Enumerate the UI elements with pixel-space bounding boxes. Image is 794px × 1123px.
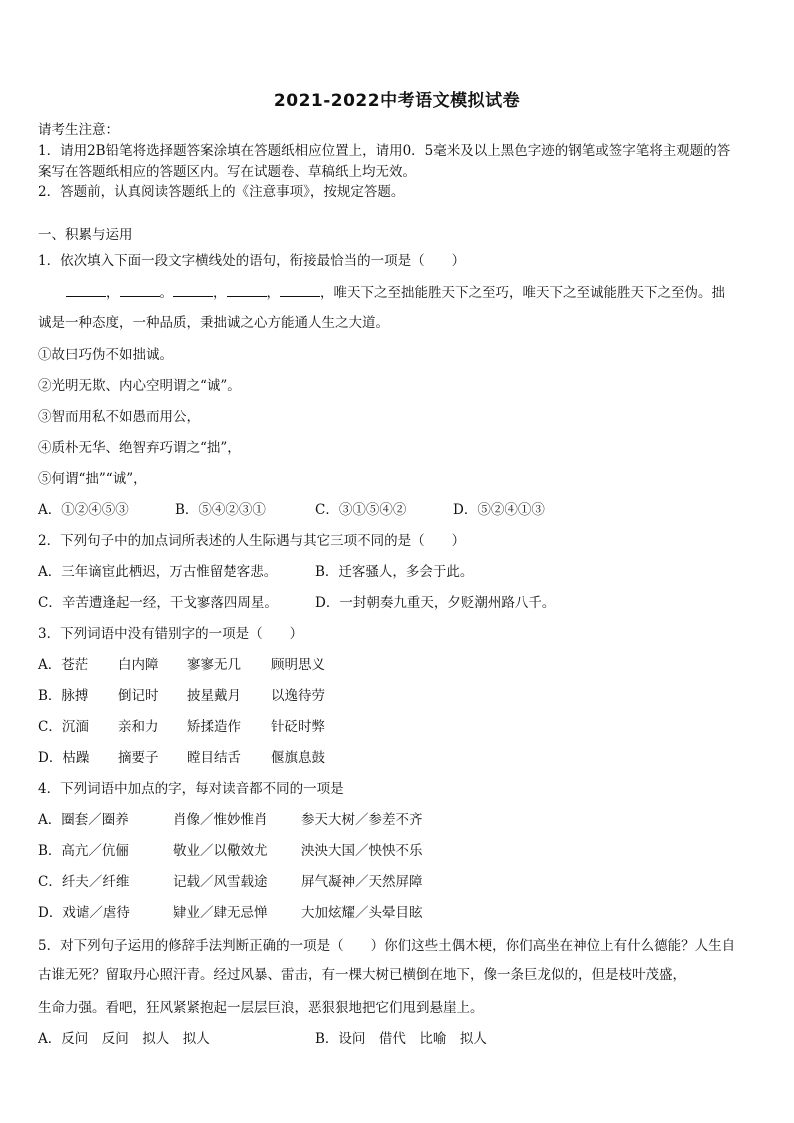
q3-word: 针砭时弊: [271, 719, 325, 735]
q1-blank: [66, 284, 106, 297]
q1-blank: [280, 284, 320, 297]
q3-word: A．苍茫: [38, 657, 89, 673]
q1-item: ①故曰巧伪不如拙诚。: [38, 347, 173, 363]
q3-word: 摘要子: [118, 750, 159, 766]
q4-word: 屏气凝神／天然屏障: [301, 874, 423, 890]
q3-word: 瞠目结舌: [187, 750, 241, 766]
q2-stem: 2．下列句子中的加点词所表述的人生际遇与其它三项不同的是（ ）: [38, 533, 466, 549]
q4-word: 肖像／惟妙惟肖: [173, 812, 268, 828]
q1-item: ④质朴无华、绝智弃巧谓之“拙”，: [38, 440, 241, 456]
q1-blank: [227, 284, 267, 297]
q3-word: 矫揉造作: [187, 719, 241, 735]
q3-word: 以逸待劳: [271, 688, 325, 704]
q4-word: 敬业／以儆效尤: [173, 843, 268, 859]
q3-word: 白内障: [118, 657, 159, 673]
q4-stem: 4．下列词语中加点的字，每对读音都不同的一项是: [38, 781, 344, 797]
q1-passage-line1: ， 。 ， ， ，唯天下之至拙能胜天下之至巧，唯天下之至诚能胜天下之至伪。拙: [66, 284, 725, 302]
q1-passage-line2: 诚是一种态度，一种品质，秉拙诚之心方能通人生之大道。: [38, 315, 389, 331]
q1-option-c[interactable]: C．③①⑤④②: [315, 502, 407, 518]
q4-word: D．戏谑／虐待: [38, 905, 130, 921]
notice-heading: 请考生注意：: [38, 122, 119, 138]
page-title: 2021-2022中考语文模拟试卷: [273, 91, 521, 111]
q1-blank: [173, 284, 213, 297]
q2-option-b[interactable]: B．迁客骚人，多会于此。: [315, 564, 474, 580]
notice-line-1a: 1．请用2B铅笔将选择题答案涂填在答题纸相应位置上，请用0．5毫米及以上黑色字迹的钢笔或签字笔将主观题的答: [38, 143, 731, 159]
q3-word: 披星戴月: [187, 688, 241, 704]
q5-option-a[interactable]: A．反问 反问 拟人 拟人: [38, 1031, 210, 1047]
q4-word: 参天大树／参差不齐: [301, 812, 423, 828]
q4-word: C．纤夫／纤维: [38, 874, 130, 890]
q1-stem: 1．依次填入下面一段文字横线处的语句，衔接最恰当的一项是（ ）: [38, 253, 466, 269]
q2-option-a[interactable]: A．三年谪宦此栖迟，万古惟留楚客悲。: [38, 564, 278, 580]
q1-item: ②光明无欺、内心空明谓之“诚”。: [38, 378, 241, 394]
q5-stem-line1: 5．对下列句子运用的修辞手法判断正确的一项是（ ）你们这些土偶木梗，你们高坐在神位上有什么德能？人生自: [38, 938, 736, 954]
q3-word: 亲和力: [118, 719, 159, 735]
q5-stem-line3: 生命力强。看吧，狂风紧紧抱起一层层巨浪，恶狠狠地把它们甩到悬崖上。: [38, 1000, 484, 1016]
q1-item: ③智而用私不如愚而用公，: [38, 409, 200, 425]
q3-word: D．枯躁: [38, 750, 90, 766]
q1-blank: [120, 284, 160, 297]
section-heading: 一、积累与运用: [38, 227, 133, 243]
q1-option-b[interactable]: B．⑤④②③①: [175, 502, 266, 518]
q3-word: 寥寥无几: [187, 657, 241, 673]
q3-word: 倒记时: [118, 688, 159, 704]
q4-word: 肄业／肆无忌惮: [173, 905, 268, 921]
q4-word: B．高亢／伉俪: [38, 843, 129, 859]
q4-word: 大加炫耀／头晕目眩: [301, 905, 423, 921]
q1-item: ⑤何谓“拙”“诚”，: [38, 471, 147, 487]
q3-word: C．沉湎: [38, 719, 89, 735]
notice-line-1b: 案写在答题纸相应的答题区内。写在试题卷、草稿纸上均无效。: [38, 164, 416, 180]
q4-word: 泱泱大国／怏怏不乐: [301, 843, 423, 859]
q1-option-d[interactable]: D．⑤②④①③: [453, 502, 545, 518]
q5-option-b[interactable]: B．设问 借代 比喻 拟人: [315, 1031, 487, 1047]
notice-line-2: 2．答题前，认真阅读答题纸上的《注意事项》，按规定答题。: [38, 184, 405, 200]
q2-option-d[interactable]: D．一封朝奏九重天，夕贬潮州路八千。: [315, 595, 556, 611]
q1-option-a[interactable]: A．①②④⑤③: [38, 502, 129, 518]
q3-word: 偃旗息鼓: [271, 750, 325, 766]
q4-word: A．圈套／圈养: [38, 812, 129, 828]
q5-stem-line2: 古谁无死？留取丹心照汗青。经过风暴、雷击，有一棵大树已横倒在地下，像一条巨龙似的，但是枝叶茂盛，: [38, 967, 686, 983]
q2-option-c[interactable]: C．辛苦遭逢起一经，干戈寥落四周星。: [38, 595, 278, 611]
q3-word: 顾明思义: [271, 657, 325, 673]
q3-stem: 3．下列词语中没有错别字的一项是（ ）: [38, 626, 304, 642]
q3-word: B．脉搏: [38, 688, 89, 704]
q4-word: 记载／风雪载途: [173, 874, 268, 890]
